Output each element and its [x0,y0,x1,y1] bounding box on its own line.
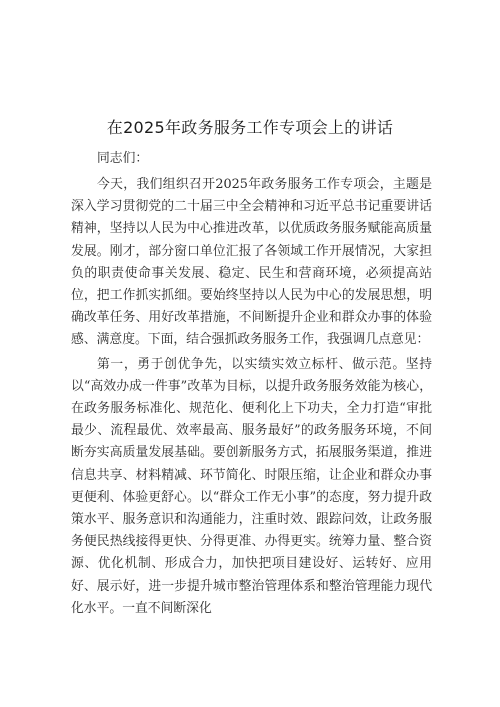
document-title: 在2025年政务服务工作专项会上的讲话 [106,118,394,137]
salutation: 同志们： [97,151,149,166]
paragraph-opening: 今天，我们组织召开2025年政务服务工作专项会，主题是深入学习贯彻党的二十届三中全会精神和习近平总书记重要讲话精神，坚持以人民为中心推进改革，以优质政务服务赋能高质量发展。刚才，部分窗口单位汇报了各领域工作开展情况，大家担负的职责使命事关发展、稳定、民生和营商环境，必须提高站位，把工作抓实抓细。要始终坚持以人民为中心的发展思想，明确改革任务、用好改革措施，不间断提升企业和群众办事的体验感、满意度。下面，结合强抓政务服务工作，我强调几点意见： [71,177,432,348]
document-body [71,147,432,620]
paragraph-first-point: 第一，勇于创优争先，以实绩实效立标杆、做示范。坚持以“高效办成一件事”改革为目标，以提升政务服务效能为核心，在政务服务标准化、规范化、便利化上下功夫，全力打造“审批最少、流程最优、效率最高、服务最好”的政务服务环境，不间断夯实高质量发展基础。要创新服务方式，拓展服务渠道，推进信息共享、材料精减、环节简化、时限压缩，让企业和群众办事更便利、体验更舒心。以“群众工作无小事”的态度，努力提升政策水平、服务意识和沟通能力，注重时效、跟踪问效，让政务服务便民热线接得更快、分得更准、办得更实。统筹力量、整合资源、优化机制、形成合力，加快把项目建设好、运转好、应用好、展示好，进一步提升城市整治管理体系和整治管理能力现代化水平。一直不间断深化 [71,356,432,616]
